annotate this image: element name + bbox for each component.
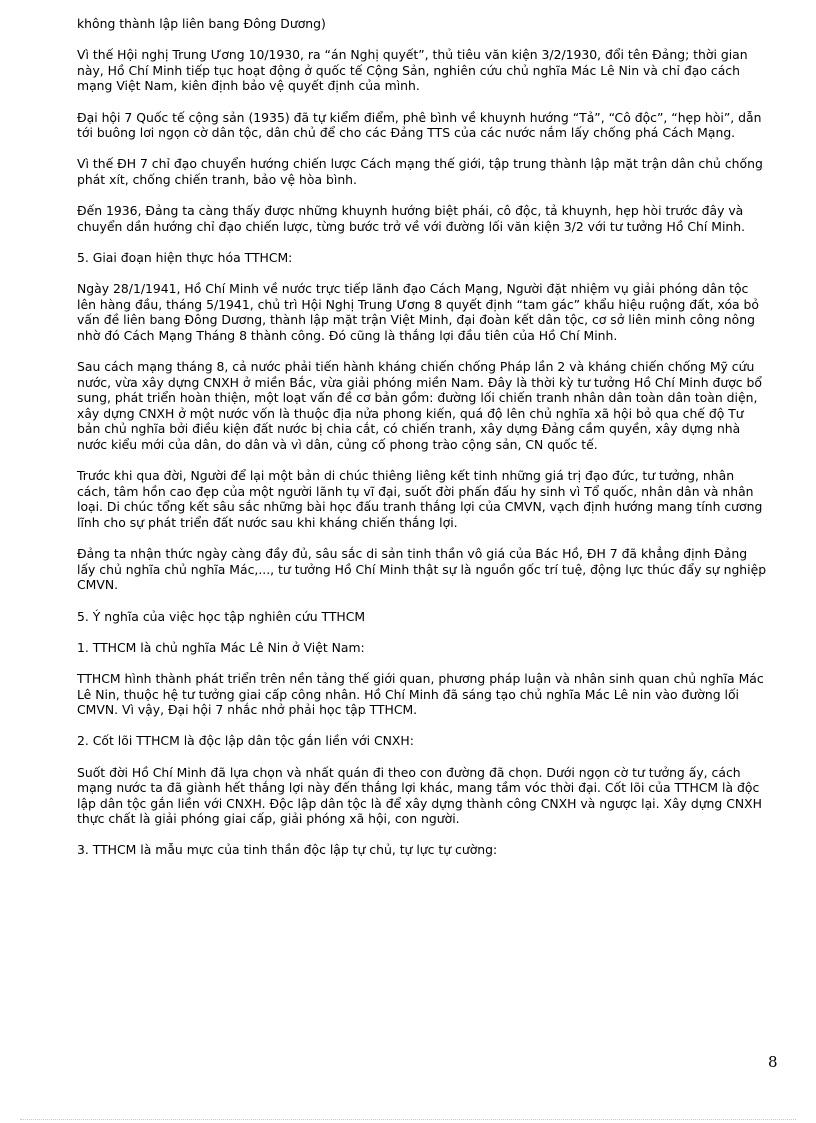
section-heading: 5. Ý nghĩa của việc học tập nghiên cứu TTHCM	[77, 608, 366, 624]
page-bottom-edge	[20, 1119, 796, 1120]
paragraph: Đến 1936, Đảng ta càng thấy được những khuynh hướng biệt phái, cô độc, tả khuynh, hẹp hòi trước đây và chuyển dần hướng chỉ đạo chiến lược, từng bước trở về với đường lối văn kiện 3/2 với tư tưởng Hồ Chí Minh.	[77, 203, 748, 234]
paragraph: Vì thế ĐH 7 chỉ đạo chuyển hướng chiến lược Cách mạng thế giới, tập trung thành lập mặt trận dân chủ chống phát xít, chống chiến tranh, bảo vệ hòa bình.	[77, 156, 767, 187]
paragraph: Ngày 28/1/1941, Hồ Chí Minh về nước trực tiếp lãnh đạo Cách Mạng, Người đặt nhiệm vụ giải phóng dân tộc lên hàng đầu, tháng 5/1941, chủ trì Hội Nghị Trung Ương 8 quyết định “tam gác” khẩu hiệu ruộng đất, xóa bỏ vấn đề liên bang Đông Dương, thành lập mặt trận Việt Minh, đại đoàn kết dân tộc, cơ sở liên minh công nông nhờ đó Cách Mạng Tháng 8 thành công. Đó cũng là thắng lợi đầu tiên của Hồ Chí Minh.	[77, 281, 763, 343]
paragraph: TTHCM hình thành phát triển trên nền tảng thế giới quan, phương pháp luận và nhân sinh quan chủ nghĩa Mác Lê Nin, thuộc hệ tư tưởng giai cấp công nhân. Hồ Chí Minh đã sáng tạo chủ nghĩa Mác Lê nin vào đường lối CMVN. Vì vậy, Đại hội 7 nhắc nhở phải học tập TTHCM.	[77, 670, 768, 718]
paragraph: Đại hội 7 Quốc tế cộng sản (1935) đã tự kiểm điểm, phê bình về khuynh hướng “Tả”, “Cô độc”, “hẹp hòi”, dẫn tới buông lơi ngọn cờ dân tộc, dân chủ để cho các Đảng TTS của các nước nắm lấy chống phá Cách Mạng.	[77, 109, 766, 141]
paragraph: Đảng ta nhận thức ngày càng đầy đủ, sâu sắc di sản tinh thần vô giá của Bác Hồ, ĐH 7 đã khẳng định Đảng lấy chủ nghĩa chủ nghĩa Mác,..., tư tưởng Hồ Chí Minh thật sự là nguồn gốc trí tuệ, động lực thúc đẩy sự nghiệp CMVN.	[77, 546, 771, 593]
paragraph: Suốt đời Hồ Chí Minh đã lựa chọn và nhất quán đi theo con đường đã chọn. Dưới ngọn cờ tư tưởng ấy, cách mạng nước ta đã giành hết thắng lợi này đến thắng lợi khác, mang tầm vóc thời đại. Cốt lõi của TTHCM là độc lập dân tộc gắn liền với CNXH. Độc lập dân tộc là để xây dựng thành công CNXH và ngược lại. Xây dựng CNXH thực chất là giải phóng giai cấp, giải phóng xã hội, con người.	[77, 764, 766, 827]
paragraph-continuation: không thành lập liên bang Đông Dương)	[77, 16, 326, 31]
subsection-heading: 1. TTHCM là chủ nghĩa Mác Lê Nin ở Việt Nam:	[77, 639, 365, 655]
section-heading: 5. Giai đoạn hiện thực hóa TTHCM:	[77, 249, 293, 265]
document-body	[77, 16, 771, 874]
paragraph: Sau cách mạng tháng 8, cả nước phải tiến hành kháng chiến chống Pháp lần 2 và kháng chiến chống Mỹ cứu nước, vừa xây dựng CNXH ở miền Bắc, vừa giải phóng miền Nam. Đây là thời kỳ tư tưởng Hồ Chí Minh được bổ sung, phát triển hoàn thiện, một loạt vấn đề cơ bản gồm: đường lối chiến tranh nhân dân toàn dân toàn diện, xây dựng CNXH ở một nước vốn là thuộc địa nửa phong kiến, quá độ lên chủ nghĩa xã hội bỏ qua chế độ Tư bản chủ nghĩa bởi điều kiện đất nước bị chia cắt, có chiến tranh, xây dựng Đảng cầm quyền, xây dựng nhà nước kiểu mới của dân, do dân và vì dân, củng cố phong trào cộng sản, CN quốc tế.	[77, 359, 766, 453]
paragraph: Trước khi qua đời, Người để lại một bản di chúc thiêng liêng kết tinh những giá trị đạo đức, tư tưởng, nhân cách, tâm hồn cao đẹp của một người lãnh tụ vĩ đại, suốt đời phấn đấu hy sinh vì Tổ quốc, nhân dân và nhân loại. Di chúc tổng kết sâu sắc những bài học đấu tranh thắng lợi của CMVN, vạch định hướng mang tính cương lĩnh cho sự phát triển đất nước sau khi kháng chiến thắng lợi.	[77, 468, 767, 530]
subsection-heading: 2. Cốt lõi TTHCM là độc lập dân tộc gắn liền với CNXH:	[77, 733, 414, 749]
subsection-heading: 3. TTHCM là mẫu mực của tinh thần độc lập tự chủ, tự lực tự cường:	[77, 842, 498, 858]
paragraph: Vì thế Hội nghị Trung Ương 10/1930, ra “án Nghị quyết”, thủ tiêu văn kiện 3/2/1930, đổi tên Đảng; thời gian này, Hồ Chí Minh tiếp tục hoạt động ở quốc tế Cộng Sản, nghiên cứu chủ nghĩa Mác Lê Nin và chỉ đạo cách mạng Việt Nam, kiên định bảo vệ quyết định của mình.	[77, 47, 752, 94]
page-number: 8	[768, 1053, 778, 1071]
